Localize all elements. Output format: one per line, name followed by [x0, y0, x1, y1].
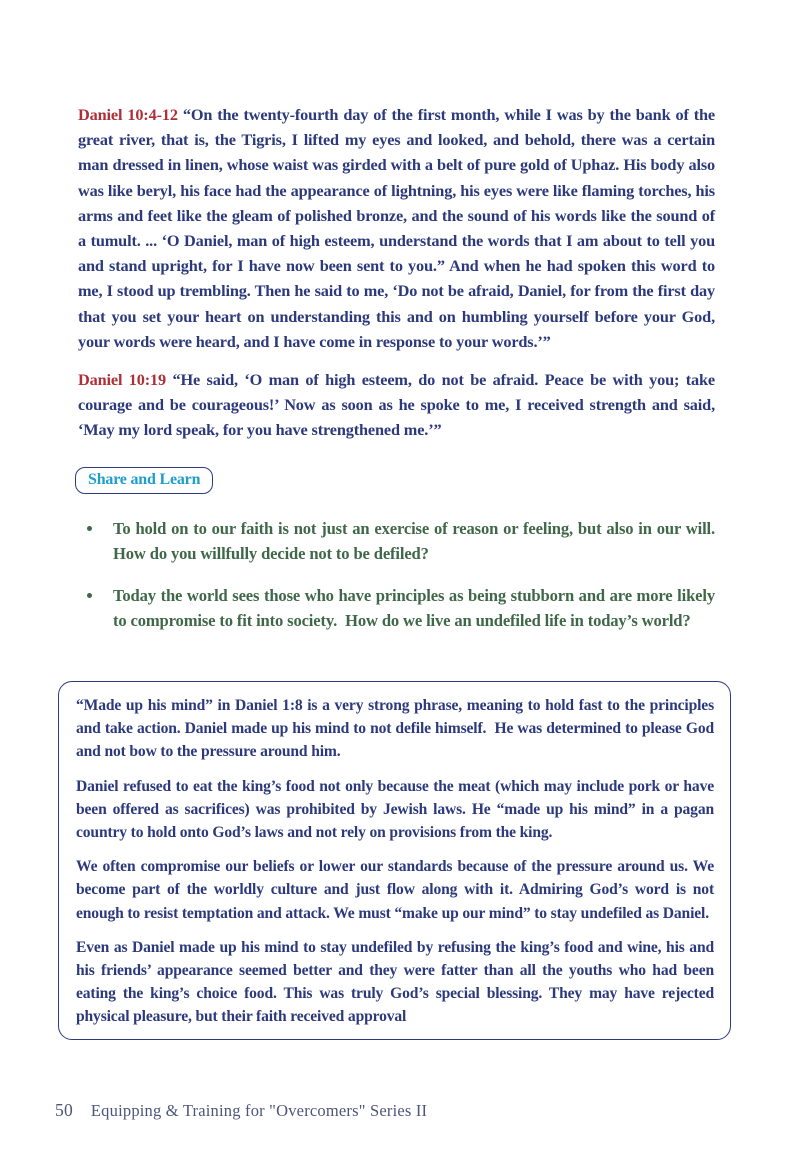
- share-and-learn-label: Share and Learn: [88, 471, 201, 488]
- book-title: Equipping & Training for "Overcomers" Series II: [90, 1101, 428, 1120]
- bullet-icon: [87, 526, 92, 531]
- scripture-passage: [78, 102, 715, 354]
- commentary-paragraph: Even as Daniel made up his mind to stay undefiled by refusing the king’s food and wine, his and his friends’ appearance seemed better and they were fatter than all the youths who had been eating the king’s choice food. This was truly God’s special blessing. They may have rejected physical pleasure, but their faith received approval: [76, 938, 714, 1026]
- scripture-text: “He said, ‘O man of high esteem, do not be afraid. Peace be with you; take courage and be courageous!’ Now as soon as he spoke to me, I received strength and said, ‘May my lord speak, for you have strengthened me.’”: [78, 370, 716, 440]
- page-footer: [55, 1100, 427, 1121]
- question-item: [78, 516, 715, 566]
- commentary-paragraph: We often compromise our beliefs or lower our standards because of the pressure around us. We become part of the worldly culture and just flow along with it. Admiring God’s word is not enough to resist temptation and attack. We must “make up our mind” to stay undefiled as Daniel.: [76, 858, 714, 922]
- bullet-icon: [87, 593, 92, 598]
- share-and-learn-badge: [75, 467, 213, 494]
- page-number: 50: [55, 1100, 73, 1120]
- question-text: To hold on to our faith is not just an exercise of reason or feeling, but also in our will. How do you willfully decide not to be defiled?: [113, 519, 715, 563]
- scripture-reference: Daniel 10:19: [78, 370, 167, 390]
- share-questions-list: [78, 516, 715, 633]
- question-item: [78, 583, 715, 633]
- question-text: Today the world sees those who have principles as being stubborn and are more likely to compromise to fit into society. How do we live an undefiled life in today’s world?: [113, 586, 715, 630]
- scripture-passage: [78, 367, 715, 443]
- commentary-box: [58, 681, 731, 1040]
- scripture-block: [78, 102, 715, 443]
- commentary-paragraph: Daniel refused to eat the king’s food not only because the meat (which may include pork or have been offered as sacrifices) was prohibited by Jewish laws. He “made up his mind” in a pagan country to hold onto God’s laws and not rely on provisions from the king.: [76, 777, 714, 842]
- commentary-paragraph: “Made up his mind” in Daniel 1:8 is a very strong phrase, meaning to hold fast to the principles and take action. Daniel made up his mind to not defile himself. He was determined to please God and not bow to the pressure around him.: [76, 697, 714, 761]
- scripture-reference: Daniel 10:4-12: [78, 105, 178, 124]
- scripture-text: “On the twenty-fourth day of the first month, while I was by the bank of the great river, that is, the Tigris, I lifted my eyes and looked, and behold, there was a certain man dressed in linen, whose waist was girded with a belt of pure gold of Uphaz. His body also was like beryl, his face had the appearance of lightning, his eyes were like flaming torches, his arms and feet like the gleam of polished bronze, and the sound of his words like the sound of a tumult. ... ‘O Daniel, man of high esteem, understand the words that I am about to tell you and stand upright, for I have now been sent to you.” And when he had spoken this word to me, I stood up trembling. Then he said to me, ‘Do not be afraid, Daniel, for from the first day that you set your heart on understanding this and on humbling yourself before your God, your words were heard, and I have come in response to your words.’”: [78, 105, 716, 351]
